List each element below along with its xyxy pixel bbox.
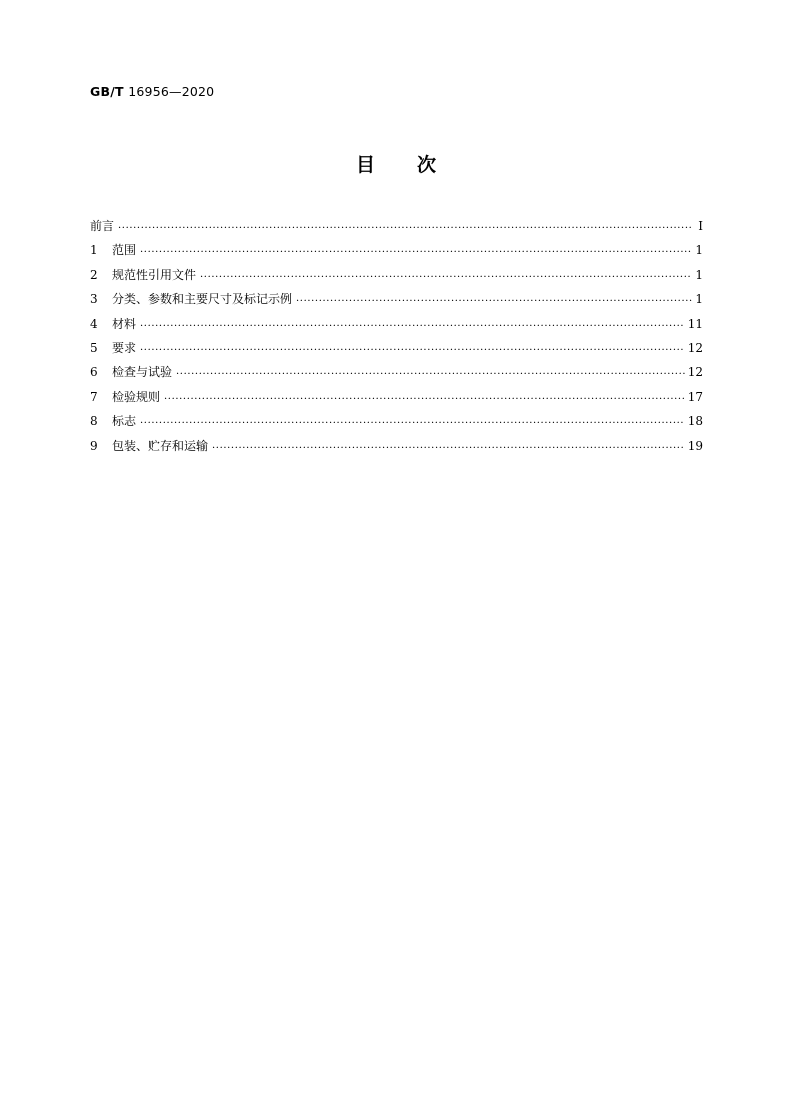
toc-entry-foreword[interactable]	[90, 217, 703, 241]
toc-leader-dots	[140, 342, 685, 354]
toc-page-number: 1	[695, 267, 703, 282]
toc-label: 检查与试验	[112, 365, 173, 380]
toc-entry-6[interactable]	[90, 363, 703, 387]
toc-label: 范围	[112, 243, 137, 258]
toc-label: 要求	[112, 340, 137, 355]
toc-label: 标志	[112, 414, 137, 429]
toc-page-number: 11	[687, 316, 703, 331]
toc-leader-dots	[200, 269, 692, 281]
standard-code	[90, 84, 214, 99]
toc-page-number: 12	[687, 340, 703, 355]
toc-page-number: 12	[687, 365, 703, 380]
toc-section-number: 8	[90, 414, 98, 429]
toc-section-number: 6	[90, 365, 98, 380]
toc-entry-5[interactable]	[90, 339, 703, 363]
toc-leader-dots	[140, 415, 685, 427]
toc-label: 包装、贮存和运输	[112, 438, 209, 453]
toc-entry-3[interactable]	[90, 290, 703, 314]
toc-page-number: Ⅰ	[698, 219, 703, 233]
toc-leader-dots	[164, 391, 685, 403]
toc-page-number: 1	[695, 243, 703, 258]
page-title: 目次	[355, 154, 478, 176]
toc-label: 检验规则	[112, 389, 161, 404]
table-of-contents	[90, 217, 703, 461]
toc-section-number: 5	[90, 340, 98, 355]
toc-entry-9[interactable]	[90, 437, 703, 461]
standard-number: 16956—2020	[128, 84, 215, 99]
toc-entry-1[interactable]	[90, 241, 703, 265]
toc-leader-dots	[296, 293, 692, 305]
standard-prefix: GB/T	[90, 84, 124, 99]
toc-section-number: 4	[90, 316, 98, 331]
toc-label: 前言	[90, 219, 115, 233]
toc-page-number: 19	[687, 438, 703, 453]
toc-entry-7[interactable]	[90, 388, 703, 412]
toc-section-number: 1	[90, 243, 98, 258]
toc-label: 材料	[112, 316, 137, 331]
toc-entry-2[interactable]	[90, 266, 703, 290]
toc-label: 规范性引用文件	[112, 267, 197, 282]
toc-page-number: 17	[687, 389, 703, 404]
toc-leader-dots	[118, 220, 692, 232]
toc-section-number: 2	[90, 267, 98, 282]
toc-label: 分类、参数和主要尺寸及标记示例	[112, 292, 293, 307]
toc-entry-8[interactable]	[90, 412, 703, 436]
toc-page-number: 1	[695, 292, 703, 307]
toc-leader-dots	[140, 318, 685, 330]
toc-leader-dots	[140, 244, 692, 256]
toc-entry-4[interactable]	[90, 315, 703, 339]
toc-section-number: 7	[90, 389, 98, 404]
toc-page-number: 18	[687, 414, 703, 429]
toc-section-number: 3	[90, 292, 98, 307]
toc-leader-dots	[176, 366, 685, 378]
toc-section-number: 9	[90, 438, 98, 453]
toc-leader-dots	[212, 440, 685, 452]
